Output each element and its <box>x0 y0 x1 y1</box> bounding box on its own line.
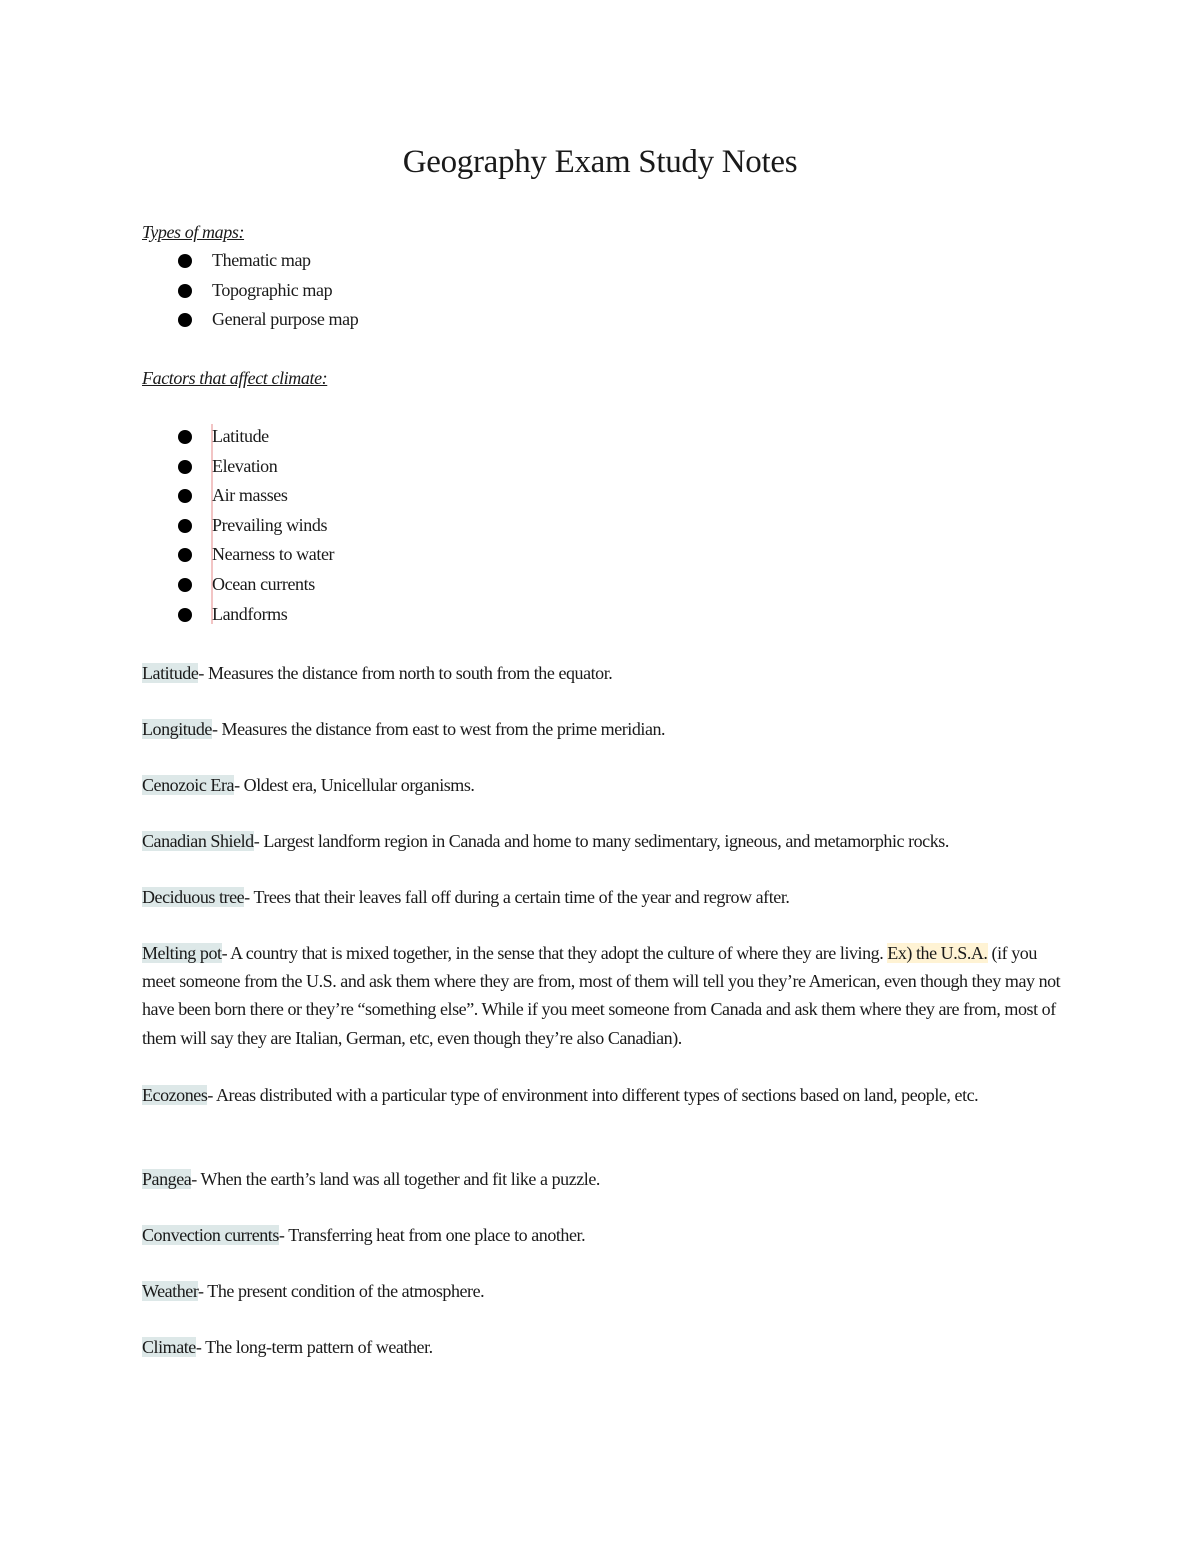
bullet-icon <box>178 430 192 444</box>
term-highlight: Climate <box>142 1337 196 1357</box>
definition-text: - A country that is mixed together, in the sense that they adopt the culture of where they are living. <box>221 943 888 963</box>
bullet-icon <box>178 578 192 592</box>
example-highlight: Ex) the U.S.A. <box>887 943 988 963</box>
bullet-icon <box>178 254 192 268</box>
definition-latitude <box>142 659 1067 687</box>
bullet-icon <box>178 284 192 298</box>
definition-text-continued: (if you meet someone from the U.S. and ask them where they are from, most of them will tell you they’re American, even though they may not have been born there or they’re “something else”. While if you meet someone from Canada and ask them where they are from, most of them will say they are Italian, German, etc, even though they’re also Canadian). <box>142 943 1061 1048</box>
definition-text: - When the earth’s land was all together and fit like a puzzle. <box>191 1169 600 1189</box>
bullet-icon <box>178 489 192 503</box>
term-highlight: Latitude <box>142 663 199 683</box>
climate-heading: Factors that affect climate: <box>142 368 328 388</box>
bullet-icon <box>178 519 192 533</box>
definition-canadian-shield <box>142 827 1067 855</box>
term-highlight: Canadian Shield <box>142 831 254 851</box>
term-highlight: Cenozoic Era <box>142 775 235 795</box>
term-highlight: Melting pot <box>142 943 222 963</box>
page-title: Geography Exam Study Notes <box>402 144 798 180</box>
bullet-icon <box>178 460 192 474</box>
definition-text: - Measures the distance from north to south from the equator. <box>198 663 613 683</box>
bullet-icon <box>178 313 192 327</box>
term-highlight: Pangea <box>142 1169 192 1189</box>
definition-melting-pot <box>142 939 1067 1052</box>
definition-deciduous-tree <box>142 883 1067 911</box>
term-highlight: Weather <box>142 1281 199 1301</box>
term-highlight: Longitude <box>142 719 212 739</box>
definition-text: - The present condition of the atmosphere. <box>198 1281 485 1301</box>
term-highlight: Ecozones <box>142 1085 208 1105</box>
term-highlight: Deciduous tree <box>142 887 245 907</box>
bullet-icon <box>178 548 192 562</box>
definition-pangea <box>142 1165 1067 1193</box>
definition-weather <box>142 1277 1067 1305</box>
document-page: Geography Exam Study Notes Types of maps: Thematic map Topographic map General purpose map Factors that affect climate: Latitude Elevation Air masses Prevailing winds Nearness to water Ocean currents Landforms Latitude- Measures the distance from north to south from the equator. Longitude- Measures the distance from east to west from the prime meridian. Cenozoic Era- Oldest era, Unicellular organisms. Canadian Shield- Largest landform region in Canada and home to many sedimentary, igneous, and metamorphic rocks. Deciduous tree- Trees that their leaves fall off during a certain time of the year and regrow after. Melting pot- A country that is mixed together, in the sense that they adopt the culture of where they are living. Ex) the U.S.A. (if you meet someone from the U.S. and ask them where they are from, most of them will tell you they’re American, even though they may not have been born there or they’re “something else”. While if you meet someone from Canada and ask them where they are from, most of them will say they are Italian, German, etc, even though they’re also Canadian). Ecozones- Areas distributed with a particular type of environment into different types of sections based on land, people, etc. Pangea- When the earth’s land was all together and fit like a puzzle. Convection currents- Transferring heat from one place to another. Weather- The present condition of the atmosphere. Climate- The long-term pattern of weather. <box>0 0 1200 1553</box>
definition-text: - Measures the distance from east to west from the prime meridian. <box>211 719 666 739</box>
definition-ecozones <box>142 1081 1067 1109</box>
bullet-icon <box>178 608 192 622</box>
definition-text: - Transferring heat from one place to another. <box>278 1225 586 1245</box>
definition-text: - Oldest era, Unicellular organisms. <box>234 775 475 795</box>
definition-text: - Largest landform region in Canada and home to many sedimentary, igneous, and metamorphic rocks. <box>253 831 949 851</box>
definition-longitude <box>142 715 1067 743</box>
definition-convection-currents <box>142 1221 1067 1249</box>
definition-text: - Areas distributed with a particular type of environment into different types of sections based on land, people, etc. <box>207 1085 979 1105</box>
definition-climate <box>142 1333 1067 1361</box>
maps-heading: Types of maps: <box>142 222 245 242</box>
definition-text: - Trees that their leaves fall off during a certain time of the year and regrow after. <box>244 887 790 907</box>
definition-cenozoic-era <box>142 771 1067 799</box>
term-highlight: Convection currents <box>142 1225 279 1245</box>
definition-text: - The long-term pattern of weather. <box>195 1337 433 1357</box>
